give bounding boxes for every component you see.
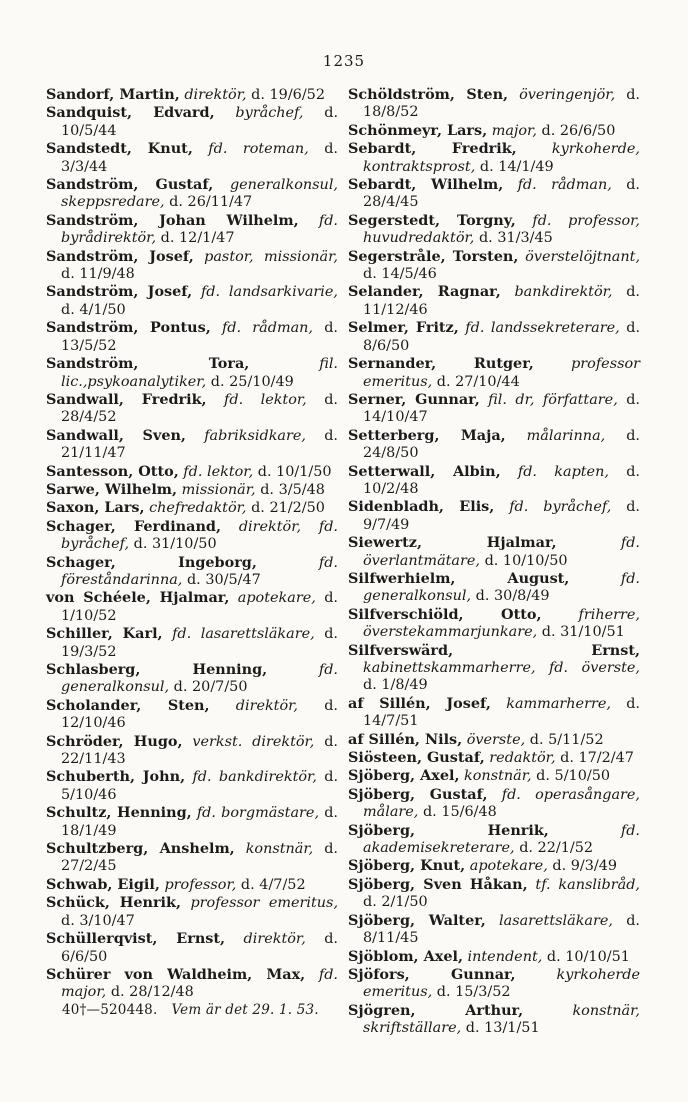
entry-name: Sjöberg, Gustaf,: [348, 785, 488, 803]
entry-name: Siösteen, Gustaf,: [348, 749, 485, 767]
entry-death-date: d. 11/9/48: [61, 266, 135, 283]
entry-death-date: d. 26/6/50: [541, 122, 616, 139]
entry-title: direktör,: [243, 931, 306, 948]
entry-death-date: d. 8/11/45: [363, 912, 640, 947]
entry-name: Schiller, Karl,: [46, 625, 163, 643]
register-entry: [46, 212, 338, 248]
entry-title: konstnär,: [464, 768, 532, 785]
entry-title: professor,: [164, 876, 237, 893]
entry-name: Schöldström, Sten,: [348, 86, 509, 103]
register-entry: [348, 463, 640, 499]
entry-death-date: d. 5/10/50: [536, 768, 611, 785]
entry-death-date: d. 5/10/46: [61, 769, 339, 803]
register-entry: [348, 319, 640, 355]
entry-title: direktör,: [184, 87, 247, 103]
register-entry: [348, 857, 640, 875]
entry-death-date: d. 21/11/47: [61, 427, 339, 462]
entry-death-date: d. 9/7/49: [363, 499, 640, 533]
page-footer: [62, 1002, 319, 1018]
entry-title: major,: [491, 122, 537, 139]
entry-title: intendent,: [467, 948, 543, 965]
entry-death-date: d. 28/4/52: [61, 391, 338, 426]
entry-title: fil. dr, författare,: [488, 391, 618, 408]
register-entry: [46, 391, 338, 427]
entry-death-date: d. 14/7/51: [363, 695, 641, 730]
entry-name: Sarwe, Wilhelm,: [46, 480, 178, 498]
entry-death-date: d. 20/7/50: [173, 679, 248, 696]
register-entry: [348, 642, 640, 695]
register-entry: [348, 570, 640, 606]
entry-death-date: d. 4/1/50: [61, 301, 126, 318]
register-entry: [46, 554, 338, 590]
entry-title: verkst. direktör,: [192, 733, 315, 750]
entry-name: Siewertz, Hjalmar,: [348, 534, 557, 552]
entry-title: professor emeritus,: [190, 895, 339, 912]
entry-name: Sjöberg, Henrik,: [348, 821, 549, 839]
entry-title: målarinna,: [526, 427, 606, 444]
register-entry: [348, 731, 640, 749]
entry-name: Sjöberg, Sven Håkan,: [348, 875, 528, 893]
register-entry: [46, 518, 338, 554]
entry-death-date: d. 15/3/52: [436, 984, 511, 1001]
entry-death-date: d. 31/10/51: [541, 624, 625, 641]
entry-death-date: d. 10/1/50: [257, 463, 332, 480]
register-entry: [348, 749, 640, 767]
register-entry: [46, 589, 338, 625]
register-entry: [348, 122, 640, 140]
entry-name: Sjöberg, Walter,: [348, 911, 486, 929]
register-entry: [46, 733, 338, 769]
entry-name: Schück, Henrik,: [46, 894, 181, 912]
entry-death-date: d. 3/5/48: [260, 481, 325, 498]
entry-title: fd. operasångare, målare,: [363, 786, 640, 821]
entry-name: Schlasberg, Henning,: [46, 661, 268, 678]
register-entry: [46, 930, 338, 966]
entry-death-date: d. 28/12/48: [110, 984, 194, 1001]
register-entry: [46, 768, 338, 804]
entry-name: Schager, Ingeborg,: [46, 553, 257, 571]
entry-title: överstelöjtnant,: [525, 248, 641, 265]
register-entry: [46, 86, 338, 104]
entry-title: chefredaktör,: [149, 500, 247, 517]
entry-death-date: d. 22/11/43: [61, 733, 338, 768]
entry-title: kabinettskammarherre, fd. överste,: [363, 660, 640, 676]
entry-title: fd. generalkonsul,: [61, 662, 338, 696]
page-number: 1235: [322, 52, 366, 70]
register-entry: [348, 176, 640, 212]
entry-death-date: d. 9/3/49: [552, 858, 618, 875]
entry-name: Sebardt, Fredrik,: [348, 140, 517, 158]
entry-death-date: d. 27/2/45: [61, 841, 339, 875]
entry-title: konstnär, skriftställare,: [363, 1002, 640, 1037]
register-entry: [46, 140, 338, 176]
entry-name: Schürer von Waldheim, Max,: [46, 965, 306, 983]
entry-name: Sandström, Josef,: [46, 283, 193, 301]
register-entry: [46, 427, 338, 463]
entry-name: Schüllerqvist, Ernst,: [46, 930, 226, 948]
entry-name: Sandström, Johan Wilhelm,: [46, 211, 299, 229]
entry-death-date: d. 30/5/47: [186, 571, 261, 588]
entry-title: fd. generalkonsul,: [363, 570, 640, 605]
entry-title: tf. kanslibråd,: [535, 876, 641, 893]
register-entry: [348, 140, 640, 176]
entry-title: lasarettsläkare,: [499, 912, 613, 929]
entry-name: Schultz, Henning,: [46, 804, 192, 822]
entry-name: Sandwall, Sven,: [46, 426, 186, 444]
footer-sheet-mark: 40†—520448.: [62, 1002, 158, 1018]
register-entry: [348, 391, 640, 427]
register-entry: [46, 248, 338, 284]
entry-title: fd. roteman,: [208, 141, 309, 158]
entry-death-date: d. 18/1/49: [61, 805, 338, 839]
entry-death-date: d. 12/10/46: [61, 697, 338, 732]
register-entry: [348, 534, 640, 570]
entry-death-date: d. 21/2/50: [251, 500, 325, 517]
entry-death-date: d. 27/10/44: [436, 373, 520, 390]
entry-death-date: d. 11/12/46: [363, 284, 640, 318]
register-entry: [348, 912, 640, 948]
entry-title: redaktör,: [489, 750, 556, 767]
register-entry: [46, 283, 338, 319]
entry-death-date: d. 19/6/52: [251, 87, 325, 103]
entry-name: Serner, Gunnar,: [348, 390, 480, 408]
entry-name: Sebardt, Wilhelm,: [348, 176, 504, 194]
register-entry: [348, 248, 640, 284]
entry-title: konstnär,: [245, 841, 314, 858]
entry-title: bankdirektör,: [514, 284, 613, 301]
register-entry: [46, 104, 338, 140]
register-entry: [348, 355, 640, 391]
entry-name: Sernander, Rutger,: [348, 355, 534, 373]
entry-name: Sandström, Tora,: [46, 355, 250, 373]
entry-name: von Schéele, Hjalmar,: [46, 589, 230, 607]
register-entry: [348, 695, 640, 731]
right-column: [348, 86, 640, 1038]
entry-title: apotekare,: [469, 858, 548, 875]
entry-name: Schager, Ferdinand,: [46, 517, 221, 535]
register-entry: [348, 212, 640, 248]
entry-death-date: d. 5/11/52: [529, 731, 604, 748]
entry-name: Saxon, Lars,: [46, 499, 145, 517]
entry-name: af Sillén, Nils,: [348, 730, 463, 748]
entry-death-date: d. 10/2/48: [363, 463, 640, 497]
entry-title: fd. byråchef,: [509, 499, 612, 516]
entry-name: Schwab, Eigil,: [46, 875, 160, 893]
entry-name: Segerstråle, Torsten,: [348, 247, 519, 265]
register-entry: [46, 355, 338, 391]
entry-death-date: d. 8/6/50: [363, 320, 641, 354]
register-entry: [348, 767, 640, 785]
entry-title: fd. landsarkivarie,: [200, 284, 338, 301]
entry-title: fd. rådman,: [221, 320, 314, 337]
entry-death-date: d. 17/2/47: [560, 750, 634, 767]
entry-name: Schröder, Hugo,: [46, 732, 183, 750]
entry-death-date: d. 31/10/50: [133, 536, 217, 553]
footer-note: Vem är det 29. 1. 53.: [171, 1002, 319, 1018]
entry-name: Sandstedt, Knut,: [46, 140, 193, 158]
entry-death-date: d. 15/6/48: [422, 804, 497, 821]
register-entry: [46, 876, 338, 894]
entry-name: Sjöberg, Knut,: [348, 857, 466, 875]
entry-title: fd. akademisekreterare,: [363, 822, 640, 857]
register-entry: [348, 283, 640, 319]
entry-title: fil. lic.,psykoanalytiker,: [61, 356, 338, 390]
entry-death-date: d. 14/1/49: [479, 158, 554, 175]
entry-death-date: d. 14/10/47: [363, 391, 641, 426]
register-entry: [46, 319, 338, 355]
register-entry: [348, 498, 640, 534]
entry-title: fd. rådman,: [517, 177, 612, 194]
entry-name: Schuberth, John,: [46, 768, 186, 786]
register-entry: [348, 966, 640, 1002]
entry-death-date: d. 4/7/52: [240, 876, 306, 893]
entry-death-date: d. 6/6/50: [61, 931, 339, 965]
entry-death-date: d. 31/3/45: [478, 230, 553, 247]
entry-name: Sandström, Josef,: [46, 247, 194, 265]
entry-death-date: d. 19/3/52: [61, 626, 339, 660]
entry-title: överste,: [466, 731, 526, 748]
register-entry: [46, 463, 338, 481]
entry-death-date: d. 10/5/44: [61, 105, 339, 139]
entry-death-date: d. 3/3/44: [61, 141, 339, 175]
entry-title: fd. bankdirektör,: [192, 769, 317, 786]
register-entry: [348, 86, 640, 122]
entry-name: Schultzberg, Anshelm,: [46, 840, 235, 858]
entry-death-date: d. 25/10/49: [210, 373, 294, 390]
entry-name: Sandorf, Martin,: [46, 86, 180, 103]
entry-name: Scholander, Sten,: [46, 696, 210, 714]
register-entry: [46, 804, 338, 840]
register-entry: [46, 840, 338, 876]
register-entry: [348, 427, 640, 463]
register-entry: [348, 786, 640, 822]
left-column: [46, 86, 338, 1002]
entry-name: Setterberg, Maja,: [348, 426, 506, 444]
entry-title: direktör,: [235, 697, 298, 714]
entry-death-date: d. 13/5/52: [61, 320, 339, 354]
entry-name: Sidenbladh, Elis,: [348, 498, 495, 516]
register-entry: [348, 1002, 640, 1038]
register-entry: [46, 966, 338, 1002]
entry-name: Setterwall, Albin,: [348, 462, 501, 480]
entry-death-date: d. 13/1/51: [465, 1020, 540, 1037]
entry-title: fd. överlantmätare,: [363, 535, 640, 569]
entry-name: Silfwerhielm, August,: [348, 569, 570, 587]
entry-title: friherre, överstekammarjunkare,: [363, 606, 640, 641]
entry-title: fd. professor, huvudredaktör,: [363, 212, 640, 247]
entry-title: professor emeritus,: [363, 356, 641, 390]
entry-title: fd. major,: [61, 966, 339, 1001]
entry-name: Schönmeyr, Lars,: [348, 121, 488, 139]
entry-name: Selander, Ragnar,: [348, 283, 501, 301]
entry-title: fd. landssekreterare,: [465, 320, 620, 337]
register-entry: [46, 661, 338, 697]
register-entry: [46, 499, 338, 517]
register-entry: [46, 625, 338, 661]
entry-name: Silfverschiöld, Otto,: [348, 605, 542, 623]
entry-title: apotekare,: [237, 590, 316, 607]
entry-title: fabriksidkare,: [204, 427, 306, 444]
entry-title: kammarherre,: [506, 695, 611, 712]
register-entry: [46, 176, 338, 212]
entry-name: Silfverswärd, Ernst,: [348, 641, 640, 659]
entry-name: Segerstedt, Torgny,: [348, 211, 516, 229]
entry-death-date: d. 26/11/47: [169, 194, 253, 211]
entry-title: missionär,: [181, 481, 256, 498]
entry-title: fd. borgmästare,: [196, 805, 320, 822]
entry-death-date: d. 3/10/47: [61, 912, 135, 929]
register-entry: [348, 948, 640, 966]
entry-death-date: d. 14/5/46: [363, 266, 437, 283]
entry-title: fd. föreståndarinna,: [61, 554, 338, 588]
entry-death-date: d. 22/1/52: [519, 840, 594, 857]
entry-name: Sandwall, Fredrik,: [46, 390, 207, 408]
register-entry: [348, 876, 640, 912]
entry-name: Selmer, Fritz,: [348, 319, 459, 337]
entry-name: Sandström, Pontus,: [46, 319, 211, 337]
entry-name: af Sillén, Josef,: [348, 694, 491, 712]
entry-title: fd. lektor,: [183, 463, 254, 480]
register-entry: [348, 606, 640, 642]
entry-death-date: d. 28/4/45: [363, 177, 640, 211]
entry-name: Sandquist, Edvard,: [46, 104, 215, 122]
entry-death-date: d. 1/8/49: [363, 677, 428, 694]
entry-title: fd. lektor,: [224, 391, 307, 408]
entry-title: direktör, fd. byråchef,: [61, 518, 338, 553]
register-entry: [46, 481, 338, 499]
entry-death-date: d. 10/10/50: [484, 552, 568, 569]
entry-title: generalkonsul, skeppsredare,: [61, 177, 338, 211]
entry-death-date: d. 2/1/50: [363, 894, 428, 911]
entry-title: pastor, missionär,: [204, 248, 339, 265]
entry-title: kyrkoherde emeritus,: [363, 966, 640, 1001]
entry-name: Sjöberg, Axel,: [348, 767, 460, 785]
entry-name: Sjöfors, Gunnar,: [348, 965, 516, 983]
entry-name: Sjögren, Arthur,: [348, 1001, 524, 1019]
entry-title: fd. kapten,: [517, 463, 609, 480]
entry-death-date: d. 24/8/50: [363, 427, 641, 462]
entry-title: byråchef,: [235, 105, 304, 122]
entry-name: Sjöblom, Axel,: [348, 947, 463, 965]
entry-title: fd. byrådirektör,: [61, 212, 339, 247]
entry-death-date: d. 1/10/52: [61, 590, 338, 624]
entry-name: Sandström, Gustaf,: [46, 176, 214, 194]
register-entry: [46, 894, 338, 930]
entry-death-date: d. 10/10/51: [546, 948, 630, 965]
register-entry: [46, 697, 338, 733]
entry-title: fd. lasarettsläkare,: [172, 626, 315, 643]
entry-death-date: d. 12/1/47: [160, 230, 235, 247]
entry-death-date: d. 30/8/49: [475, 588, 550, 605]
entry-name: Santesson, Otto,: [46, 462, 179, 480]
entry-death-date: d. 18/8/52: [363, 87, 641, 121]
entry-title: överingenjör,: [519, 87, 616, 103]
entry-title: kyrkoherde, kontraktsprost,: [363, 141, 640, 175]
register-entry: [348, 822, 640, 858]
